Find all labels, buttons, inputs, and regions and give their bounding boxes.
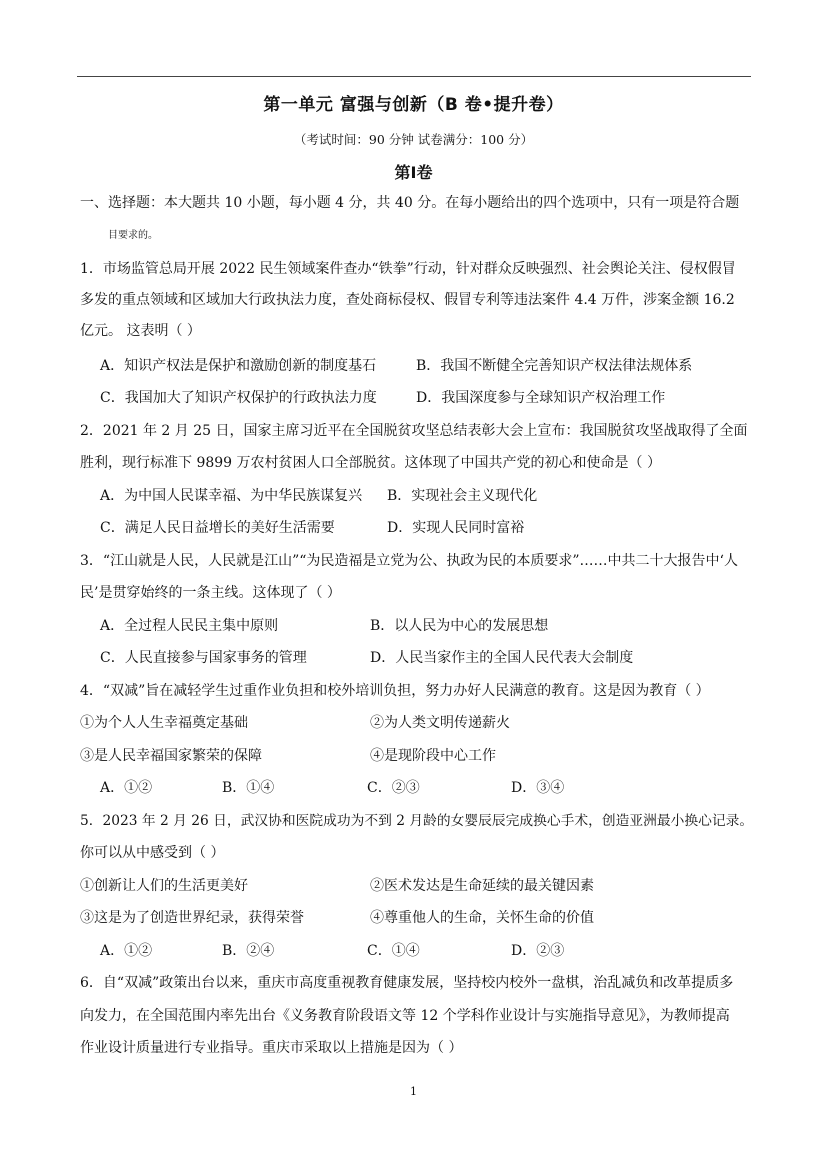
question-1-option-c[interactable]: C．我国加大了知识产权保护的行政执法力度: [100, 390, 377, 406]
question-3-option-d[interactable]: D．人民当家作主的全国人民代表大会制度: [370, 650, 634, 666]
question-4-option-b[interactable]: B．①④: [222, 780, 275, 796]
question-5-item-2: ②医术发达是生命延续的最关键因素: [370, 878, 594, 894]
question-1-option-d[interactable]: D．我国深度参与全球知识产权治理工作: [416, 390, 666, 406]
question-6-line-3: 作业设计质量进行专业指导。重庆市采取以上措施是因为（ ）: [80, 1040, 463, 1056]
page-title: 第一单元 富强与创新（B 卷•提升卷）: [263, 95, 564, 115]
question-3-line-2: 民’是贯穿始终的一条主线。这体现了（ ）: [80, 585, 341, 601]
question-5-option-c[interactable]: C．①④: [367, 943, 420, 959]
question-1-line-1: 1．市场监管总局开展 2022 民生领域案件查办“铁拳”行动，针对群众反映强烈、社会舆论关注、侵权假冒: [80, 261, 736, 277]
exam-info: （考试时间：90 分钟 试卷满分：100 分）: [293, 132, 534, 147]
question-4-line-1: 4．“双减”旨在减轻学生过重作业负担和校外培训负担，努力办好人民满意的教育。这是因为教育（ ）: [80, 683, 710, 699]
question-2-option-d[interactable]: D．实现人民同时富裕: [387, 520, 525, 536]
question-5-item-4: ④尊重他人的生命，关怀生命的价值: [370, 910, 594, 926]
question-2-option-a[interactable]: A．为中国人民谋幸福、为中华民族谋复兴: [100, 488, 363, 504]
question-6-line-2: 向发力，在全国范围内率先出台《义务教育阶段语文等 12 个学科作业设计与实施指导意见》，为教师提高: [80, 1008, 730, 1024]
question-5-option-a[interactable]: A．①②: [100, 943, 153, 959]
question-4-item-4: ④是现阶段中心工作: [370, 748, 496, 764]
question-4-item-1: ①为个人人生幸福奠定基础: [80, 715, 248, 731]
volume-heading: 第Ⅰ卷: [394, 163, 433, 182]
question-2-line-2: 胜利，现行标准下 9899 万农村贫困人口全部脱贫。这体现了中国共产党的初心和使命是（ ）: [80, 455, 661, 471]
section-instruction-line-1: 一、选择题：本大题共 10 小题，每小题 4 分，共 40 分。在每小题给出的四个选项中，只有一项是符合题: [80, 195, 740, 211]
question-4-item-3: ③是人民幸福国家繁荣的保障: [80, 748, 262, 764]
question-6-line-1: 6．自“双减”政策出台以来，重庆市高度重视教育健康发展，坚持校内校外一盘棋，治乱减负和改革提质多: [80, 975, 734, 991]
question-1-line-3: 亿元。 这表明（ ）: [80, 323, 201, 339]
question-4-option-d[interactable]: D．③④: [511, 780, 565, 796]
question-2-option-c[interactable]: C．满足人民日益增长的美好生活需要: [100, 520, 335, 536]
question-2-option-b[interactable]: B．实现社会主义现代化: [387, 488, 538, 504]
question-5-item-1: ①创新让人们的生活更美好: [80, 878, 248, 894]
question-5-option-d[interactable]: D．②③: [511, 943, 565, 959]
page-number: 1: [410, 1085, 417, 1098]
question-3-option-a[interactable]: A．全过程人民民主集中原则: [100, 618, 279, 634]
section-instruction-line-2: 目要求的。: [108, 230, 158, 241]
question-3-option-c[interactable]: C．人民直接参与国家事务的管理: [100, 650, 307, 666]
question-1-option-b[interactable]: B．我国不断健全完善知识产权法律法规体系: [416, 358, 693, 374]
question-1-option-a[interactable]: A．知识产权法是保护和激励创新的制度基石: [100, 358, 377, 374]
question-4-item-2: ②为人类文明传递薪火: [370, 715, 510, 731]
question-3-line-1: 3．“江山就是人民，人民就是江山”“为民造福是立党为公、执政为民的本质要求”……中共二十大报告中‘人: [80, 553, 738, 569]
question-1-line-2: 多发的重点领域和区域加大行政执法力度，查处商标侵权、假冒专利等违法案件 4.4 万件，涉案金额 16.2: [80, 292, 735, 308]
question-3-option-b[interactable]: B．以人民为中心的发展思想: [370, 618, 549, 634]
question-5-line-1: 5．2023 年 2 月 26 日，武汉协和医院成功为不到 2 月龄的女婴辰辰完成换心手术，创造亚洲最小换心记录。: [80, 813, 754, 829]
question-4-option-a[interactable]: A．①②: [100, 780, 153, 796]
question-2-line-1: 2．2021 年 2 月 25 日，国家主席习近平在全国脱贫攻坚总结表彰大会上宣布：我国脱贫攻坚战取得了全面: [80, 423, 748, 439]
header-rule: [77, 76, 751, 77]
question-5-line-2: 你可以从中感受到（ ）: [80, 845, 225, 861]
question-5-option-b[interactable]: B．②④: [222, 943, 275, 959]
question-4-option-c[interactable]: C．②③: [367, 780, 420, 796]
question-5-item-3: ③这是为了创造世界纪录，获得荣誉: [80, 910, 304, 926]
